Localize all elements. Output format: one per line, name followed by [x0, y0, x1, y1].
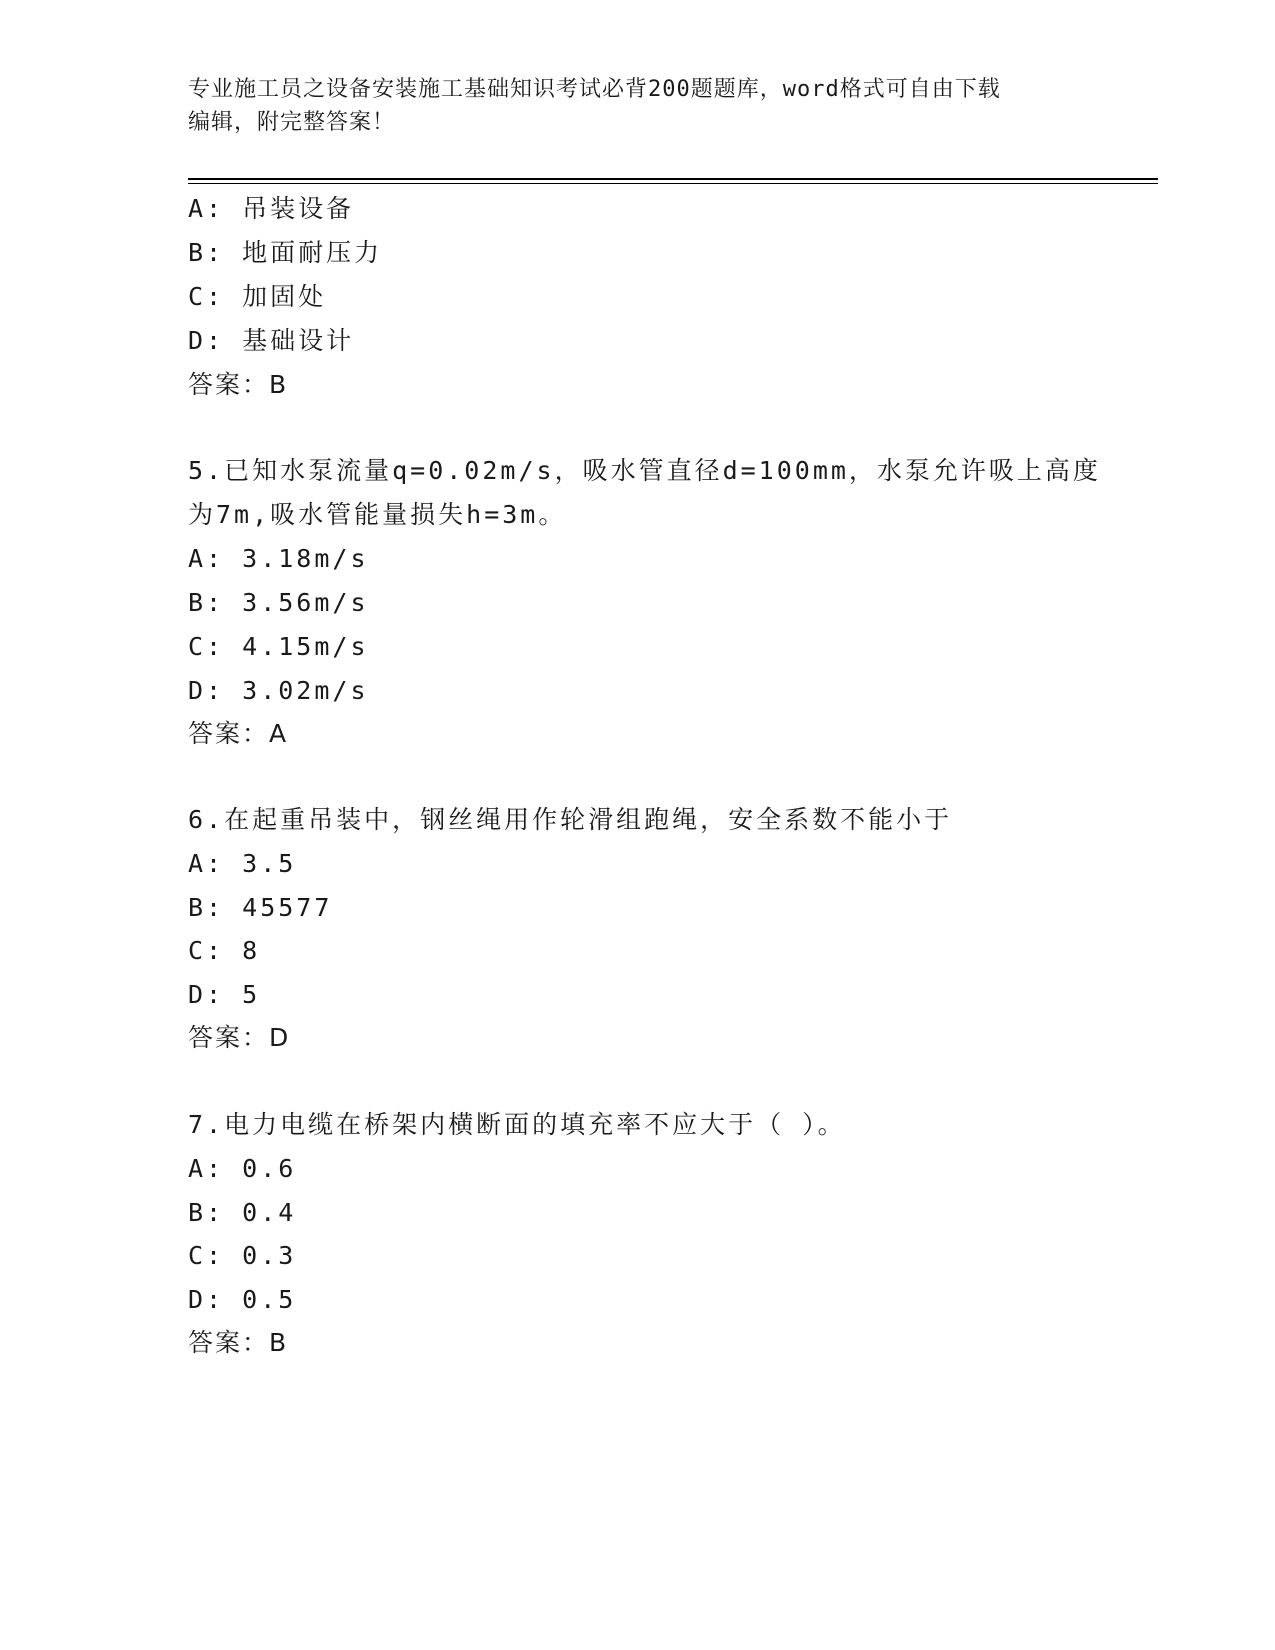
document-header: [188, 73, 1068, 139]
q7-option-a: A: 0.6: [188, 1154, 297, 1183]
q6-option-d: D: 5: [188, 980, 261, 1009]
q6-answer: 答案：D: [188, 1023, 291, 1052]
q7-answer: 答案：B: [188, 1328, 289, 1357]
q4-option-d: D: 基础设计: [188, 326, 355, 355]
q4-option-a: A: 吊装设备: [188, 194, 355, 223]
header-divider-thick: [188, 178, 1158, 180]
q5-option-a: A: 3.18m/s: [188, 544, 369, 573]
header-line-1: 专业施工员之设备安装施工基础知识考试必背200题题库，word格式可自由下载: [188, 77, 1001, 102]
q5-option-b: B: 3.56m/s: [188, 588, 369, 617]
q6-option-c: C: 8: [188, 936, 261, 965]
q6-question: 6.在起重吊装中，钢丝绳用作轮滑组跑绳，安全系数不能小于: [188, 805, 953, 834]
q6-option-a: A: 3.5: [188, 849, 297, 878]
q7-option-d: D: 0.5: [188, 1285, 297, 1314]
header-divider-thin: [188, 183, 1158, 184]
q4-option-c: C: 加固处: [188, 282, 327, 311]
q7-question: 7.电力电缆在桥架内横断面的填充率不应大于（ ）。: [188, 1110, 846, 1139]
q5-option-d: D: 3.02m/s: [188, 676, 369, 705]
q4-option-b: B: 地面耐压力: [188, 238, 383, 267]
q7-option-c: C: 0.3: [188, 1241, 297, 1270]
q4-answer: 答案：B: [188, 370, 289, 399]
q5-option-c: C: 4.15m/s: [188, 632, 369, 661]
q5-answer: 答案：A: [188, 719, 289, 748]
q5-question-line-2: 为7m,吸水管能量损失h=3m。: [188, 500, 567, 529]
header-line-2: 编辑，附完整答案！: [188, 110, 396, 135]
q6-option-b: B: 45577: [188, 893, 333, 922]
q7-option-b: B: 0.4: [188, 1198, 297, 1227]
q5-question-line-1: 5.已知水泵流量q=0.02m/s，吸水管直径d=100mm，水泵允许吸上高度: [188, 456, 1101, 485]
